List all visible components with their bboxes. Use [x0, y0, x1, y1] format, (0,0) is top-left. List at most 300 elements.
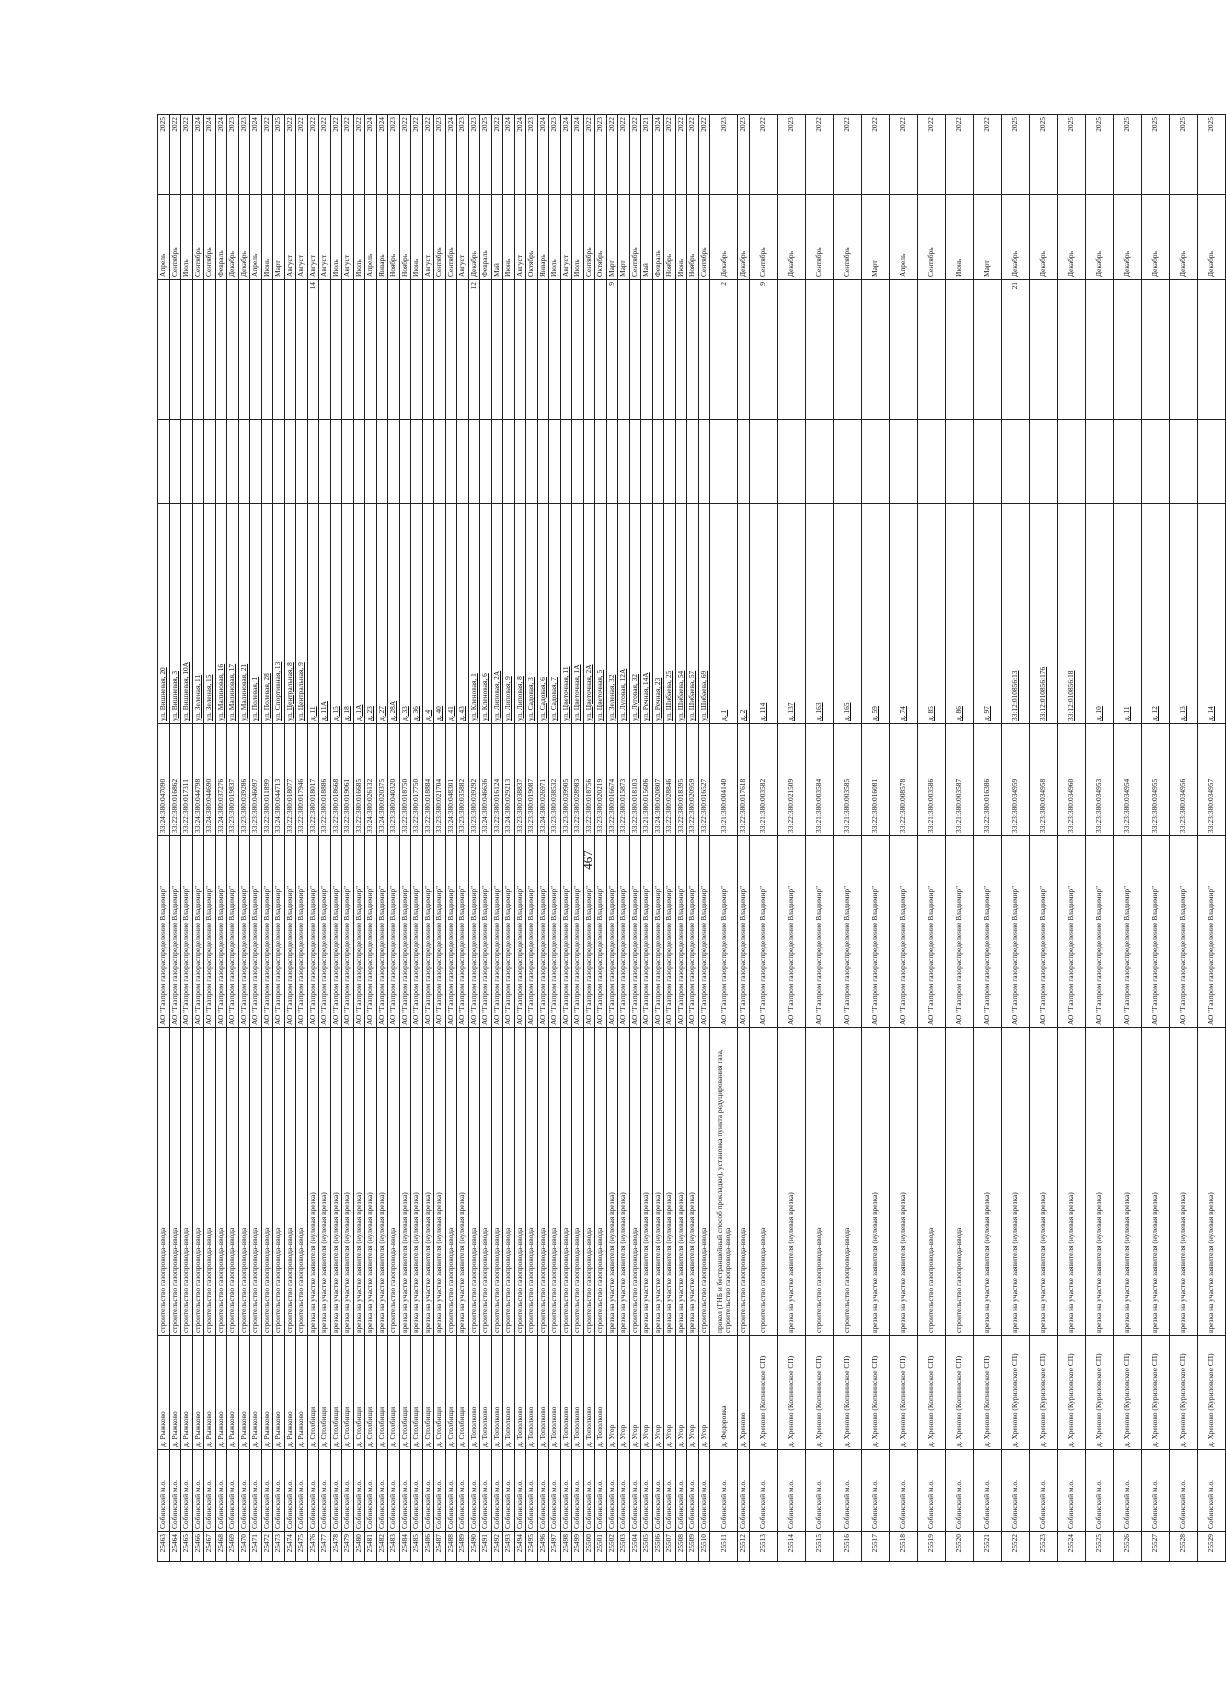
- row-number: 25492: [491, 1532, 503, 1562]
- address-cell: ул. Зеленая, 11: [192, 504, 204, 724]
- work-type-cell: строительство газопровода-ввода: [560, 1028, 572, 1336]
- row-number: 25471: [250, 1532, 262, 1562]
- table-row: [250, 115, 262, 1562]
- address-cell: ул. Вишневая, 3: [169, 504, 181, 724]
- organization-cell: АО "Газпром газораспределение Владимир": [491, 836, 503, 1028]
- quantity-cell: [595, 280, 607, 420]
- cadastral-number-cell: 33:23:380:039292: [468, 724, 480, 836]
- month-cell: Декабрь: [1057, 195, 1085, 280]
- table-row: [549, 115, 561, 1562]
- municipality-cell: Собинский м.о.: [284, 1450, 296, 1532]
- row-number: 25497: [549, 1532, 561, 1562]
- row-number: 25475: [296, 1532, 308, 1562]
- blank-cell: [365, 420, 377, 504]
- municipality-cell: Собинский м.о.: [399, 1450, 411, 1532]
- blank-cell: [917, 420, 945, 504]
- address-cell: ул. Шибаева, 54: [675, 504, 687, 724]
- locality-cell: д. Тополково: [491, 1336, 503, 1450]
- quantity-cell: [917, 280, 945, 420]
- organization-cell: АО "Газпром газораспределение Владимир": [738, 836, 750, 1028]
- address-cell: ул. Цветочная, 5: [595, 504, 607, 724]
- year-cell: 2022: [833, 115, 861, 195]
- work-type-cell: строительство газопровода-ввода: [250, 1028, 262, 1336]
- work-type-cell: строительство газопровода-ввода: [158, 1028, 170, 1336]
- municipality-cell: Собинский м.о.: [618, 1450, 630, 1532]
- month-cell: Октябрь: [595, 195, 607, 280]
- year-cell: 2022: [491, 115, 503, 195]
- locality-cell: д. Столбищи: [399, 1336, 411, 1450]
- table-row: [698, 115, 710, 1562]
- blank-cell: [629, 420, 641, 504]
- municipality-cell: Собинский м.о.: [457, 1450, 469, 1532]
- cadastral-number-cell: 33:24:380:047090: [158, 724, 170, 836]
- blank-cell: [434, 420, 446, 504]
- year-cell: 2022: [307, 115, 319, 195]
- year-cell: 2022: [861, 115, 889, 195]
- municipality-cell: Собинский м.о.: [606, 1450, 618, 1532]
- work-type-cell: строительство газопровода-ввода: [181, 1028, 193, 1336]
- table-row: [169, 115, 181, 1562]
- month-cell: Август: [319, 195, 331, 280]
- row-number: 25501: [595, 1532, 607, 1562]
- cadastral-number-cell: 33:23:380:035882: [457, 724, 469, 836]
- municipality-cell: Собинский м.о.: [307, 1450, 319, 1532]
- locality-cell: д. Рыжково: [273, 1336, 285, 1450]
- quantity-cell: [411, 280, 423, 420]
- year-cell: 2022: [399, 115, 411, 195]
- quantity-cell: [480, 280, 492, 420]
- month-cell: Апрель: [365, 195, 377, 280]
- organization-cell: АО "Газпром газораспределение Владимир": [215, 836, 227, 1028]
- month-cell: Декабрь: [710, 195, 738, 280]
- year-cell: 2022: [296, 115, 308, 195]
- organization-cell: АО "Газпром газораспределение Владимир": [526, 836, 538, 1028]
- blank-cell: [319, 420, 331, 504]
- organization-cell: АО "Газпром газораспределение Владимир": [204, 836, 216, 1028]
- locality-cell: д. Угор: [606, 1336, 618, 1450]
- month-cell: Апрель: [889, 195, 917, 280]
- table-row: [158, 115, 170, 1562]
- year-cell: 2023: [227, 115, 239, 195]
- quantity-cell: [181, 280, 193, 420]
- year-cell: 2022: [284, 115, 296, 195]
- year-cell: 2024: [652, 115, 664, 195]
- municipality-cell: Собинский м.о.: [687, 1450, 699, 1532]
- municipality-cell: Собинский м.о.: [434, 1450, 446, 1532]
- address-cell: д. 36: [411, 504, 423, 724]
- municipality-cell: Собинский м.о.: [342, 1450, 354, 1532]
- blank-cell: [342, 420, 354, 504]
- row-number: 25507: [664, 1532, 676, 1562]
- cadastral-number-cell: 33:22:380:016386: [973, 724, 1001, 836]
- blank-cell: [889, 420, 917, 504]
- locality-cell: д. Угор: [652, 1336, 664, 1450]
- work-type-cell: врезка на участке заявителя (нулевая врезка): [1057, 1028, 1085, 1336]
- table-row: [1085, 115, 1113, 1562]
- cadastral-number-cell: 33:22:380:019061: [342, 724, 354, 836]
- locality-cell: д. Рыжково: [192, 1336, 204, 1450]
- table-row: [595, 115, 607, 1562]
- address-cell: д. 13: [1169, 504, 1197, 724]
- blank-cell: [273, 420, 285, 504]
- row-number: 25483: [388, 1532, 400, 1562]
- locality-cell: д. Угор: [641, 1336, 653, 1450]
- quantity-cell: [250, 280, 262, 420]
- address-cell: д. 1А: [353, 504, 365, 724]
- row-number: 25482: [376, 1532, 388, 1562]
- table-row: [434, 115, 446, 1562]
- cadastral-number-cell: 33:24:380:048301: [445, 724, 457, 836]
- row-number: 25494: [514, 1532, 526, 1562]
- cadastral-number-cell: 33:23:380:034957: [1197, 724, 1225, 836]
- organization-cell: АО "Газпром газораспределение Владимир": [1113, 836, 1141, 1028]
- work-type-cell: врезка на участке заявителя (нулевая врезка): [411, 1028, 423, 1336]
- table-row: [945, 115, 973, 1562]
- blank-cell: [480, 420, 492, 504]
- row-number: 25485: [411, 1532, 423, 1562]
- locality-cell: д. Хреново (Копнинское СП): [749, 1336, 777, 1450]
- address-cell: д. 43: [457, 504, 469, 724]
- year-cell: 2022: [917, 115, 945, 195]
- month-cell: Июль: [330, 195, 342, 280]
- cadastral-number-cell: 33:22:380:016685: [353, 724, 365, 836]
- address-cell: д. 85: [917, 504, 945, 724]
- locality-cell: д. Хреново (Куриловское СП): [1169, 1336, 1197, 1450]
- work-type-cell: строительство газопровода-ввода: [583, 1028, 595, 1336]
- blank-cell: [250, 420, 262, 504]
- organization-cell: АО "Газпром газораспределение Владимир": [549, 836, 561, 1028]
- cadastral-number-cell: 33:23:380:034953: [1085, 724, 1113, 836]
- quantity-cell: [422, 280, 434, 420]
- quantity-cell: [945, 280, 973, 420]
- address-cell: ул. Садовая, 7: [549, 504, 561, 724]
- month-cell: Сентябрь: [204, 195, 216, 280]
- year-cell: 2021: [641, 115, 653, 195]
- organization-cell: АО "Газпром газораспределение Владимир": [158, 836, 170, 1028]
- month-cell: Декабрь: [1085, 195, 1113, 280]
- work-type-cell: врезка на участке заявителя (нулевая врезка): [1029, 1028, 1057, 1336]
- row-number: 25518: [889, 1532, 917, 1562]
- municipality-cell: Собинский м.о.: [503, 1450, 515, 1532]
- cadastral-number-cell: 33:22:380:016124: [491, 724, 503, 836]
- blank-cell: [1029, 420, 1057, 504]
- table-row: [687, 115, 699, 1562]
- work-type-cell: врезка на участке заявителя (нулевая врезка): [342, 1028, 354, 1336]
- cadastral-number-cell: 33:22:380:028983: [572, 724, 584, 836]
- organization-cell: АО "Газпром газораспределение Владимир": [749, 836, 777, 1028]
- address-cell: ул. Кленовая, 1: [468, 504, 480, 724]
- month-cell: Декабрь: [1001, 195, 1029, 280]
- row-number: 25470: [238, 1532, 250, 1562]
- address-cell: д. 2: [738, 504, 750, 724]
- work-type-cell: врезка на участке заявителя (нулевая врезка): [422, 1028, 434, 1336]
- table-row: [641, 115, 653, 1562]
- locality-cell: д. Тополково: [526, 1336, 538, 1450]
- table-row: [284, 115, 296, 1562]
- page-number: 467: [580, 850, 595, 870]
- month-cell: Декабрь: [1113, 195, 1141, 280]
- quantity-cell: [1197, 280, 1225, 420]
- quantity-cell: [399, 280, 411, 420]
- year-cell: 2022: [422, 115, 434, 195]
- cadastral-number-cell: 33:23:380:034958: [1029, 724, 1057, 836]
- organization-cell: АО "Газпром газораспределение Владимир": [169, 836, 181, 1028]
- blank-cell: [549, 420, 561, 504]
- locality-cell: д. Рыжково: [284, 1336, 296, 1450]
- cadastral-number-cell: 33:22:380:017750: [411, 724, 423, 836]
- municipality-cell: Собинский м.о.: [1141, 1450, 1169, 1532]
- address-cell: 33:12:010856:13: [1001, 504, 1029, 724]
- municipality-cell: Собинский м.о.: [1029, 1450, 1057, 1532]
- row-number: 25519: [917, 1532, 945, 1562]
- row-number: 25489: [457, 1532, 469, 1562]
- work-type-cell: строительство газопровода-ввода: [945, 1028, 973, 1336]
- work-type-cell: строительство газопровода-ввода: [215, 1028, 227, 1336]
- blank-cell: [1197, 420, 1225, 504]
- year-cell: 2022: [805, 115, 833, 195]
- quantity-cell: [330, 280, 342, 420]
- table-row: [917, 115, 945, 1562]
- year-cell: 2022: [945, 115, 973, 195]
- quantity-cell: [376, 280, 388, 420]
- row-number: 25463: [158, 1532, 170, 1562]
- blank-cell: [1169, 420, 1197, 504]
- row-number: 25488: [445, 1532, 457, 1562]
- blank-cell: [537, 420, 549, 504]
- locality-cell: д. Тополково: [549, 1336, 561, 1450]
- blank-cell: [514, 420, 526, 504]
- table-row: [273, 115, 285, 1562]
- row-number: 25510: [698, 1532, 710, 1562]
- locality-cell: д. Рыжково: [296, 1336, 308, 1450]
- organization-cell: АО "Газпром газораспределение Владимир": [1197, 836, 1225, 1028]
- row-number: 25516: [833, 1532, 861, 1562]
- row-number: 25528: [1169, 1532, 1197, 1562]
- work-type-cell: врезка на участке заявителя (нулевая врезка): [319, 1028, 331, 1336]
- locality-cell: д. Столбищи: [445, 1336, 457, 1450]
- quantity-cell: [1029, 280, 1057, 420]
- municipality-cell: Собинский м.о.: [388, 1450, 400, 1532]
- month-cell: Октябрь: [526, 195, 538, 280]
- address-cell: д. 14: [1197, 504, 1225, 724]
- table-row: [307, 115, 319, 1562]
- work-type-cell: врезка на участке заявителя (нулевая врезка): [330, 1028, 342, 1336]
- locality-cell: д. Рыжково: [204, 1336, 216, 1450]
- quantity-cell: [833, 280, 861, 420]
- month-cell: Декабрь: [1029, 195, 1057, 280]
- municipality-cell: Собинский м.о.: [181, 1450, 193, 1532]
- organization-cell: АО "Газпром газораспределение Владимир": [457, 836, 469, 1028]
- year-cell: 2022: [319, 115, 331, 195]
- organization-cell: АО "Газпром газораспределение Владимир": [399, 836, 411, 1028]
- organization-cell: АО "Газпром газораспределение Владимир": [376, 836, 388, 1028]
- organization-cell: АО "Газпром газораспределение Владимир": [468, 836, 480, 1028]
- organization-cell: АО "Газпром газораспределение Владимир": [273, 836, 285, 1028]
- row-number: 25495: [526, 1532, 538, 1562]
- cadastral-number-cell: 33:22:380:018017: [307, 724, 319, 836]
- blank-cell: [296, 420, 308, 504]
- address-cell: ул. Садовая, 6: [537, 504, 549, 724]
- blank-cell: [805, 420, 833, 504]
- organization-cell: АО "Газпром газораспределение Владимир": [917, 836, 945, 1028]
- cadastral-number-cell: 33:23:380:019087: [526, 724, 538, 836]
- cadastral-number-cell: 33:22:380:016081: [861, 724, 889, 836]
- table-row: [805, 115, 833, 1562]
- municipality-cell: Собинский м.о.: [973, 1450, 1001, 1532]
- work-type-cell: врезка на участке заявителя (нулевая врезка): [1001, 1028, 1029, 1336]
- cadastral-number-cell: 33:22:380:016674: [606, 724, 618, 836]
- organization-cell: АО "Газпром газораспределение Владимир": [777, 836, 805, 1028]
- work-type-cell: строительство газопровода-ввода: [514, 1028, 526, 1336]
- organization-cell: АО "Газпром газораспределение Владимир": [422, 836, 434, 1028]
- locality-cell: д. Рыжково: [215, 1336, 227, 1450]
- quantity-cell: [388, 280, 400, 420]
- row-number: 25490: [468, 1532, 480, 1562]
- organization-cell: АО "Газпром газораспределение Владимир": [388, 836, 400, 1028]
- quantity-cell: [353, 280, 365, 420]
- table-row: [777, 115, 805, 1562]
- municipality-cell: Собинский м.о.: [319, 1450, 331, 1532]
- locality-cell: д. Тополково: [480, 1336, 492, 1450]
- quantity-cell: [664, 280, 676, 420]
- row-number: 25466: [192, 1532, 204, 1562]
- quantity-cell: [777, 280, 805, 420]
- address-cell: ул. Липовая, 9: [503, 504, 515, 724]
- cadastral-number-cell: 33:24:380:046636: [480, 724, 492, 836]
- quantity-cell: [1085, 280, 1113, 420]
- row-number: 25515: [805, 1532, 833, 1562]
- quantity-cell: [526, 280, 538, 420]
- year-cell: 2025: [1113, 115, 1141, 195]
- work-type-cell: врезка на участке заявителя (нулевая врезка): [973, 1028, 1001, 1336]
- address-cell: 33:12:010856:176: [1029, 504, 1057, 724]
- quantity-cell: [973, 280, 1001, 420]
- organization-cell: АО "Газпром газораспределение Владимир": [629, 836, 641, 1028]
- quantity-cell: 21: [1001, 280, 1029, 420]
- row-number: 25514: [777, 1532, 805, 1562]
- organization-cell: АО "Газпром газораспределение Владимир": [1169, 836, 1197, 1028]
- row-number: 25500: [583, 1532, 595, 1562]
- year-cell: 2023: [468, 115, 480, 195]
- organization-cell: АО "Газпром газораспределение Владимир": [514, 836, 526, 1028]
- locality-cell: д. Столбищи: [376, 1336, 388, 1450]
- month-cell: Апрель: [158, 195, 170, 280]
- blank-cell: [526, 420, 538, 504]
- year-cell: 2023: [434, 115, 446, 195]
- blank-cell: [945, 420, 973, 504]
- cadastral-number-cell: 33:24:380:026132: [365, 724, 377, 836]
- row-number: 25526: [1113, 1532, 1141, 1562]
- work-type-cell: строительство газопровода-ввода: [738, 1028, 750, 1336]
- cadastral-number-cell: 33:24:380:044798: [192, 724, 204, 836]
- cadastral-number-cell: 33:23:380:021704: [434, 724, 446, 836]
- locality-cell: д. Столбищи: [388, 1336, 400, 1450]
- locality-cell: д. Хреново (Куриловское СП): [1001, 1336, 1029, 1450]
- cadastral-number-cell: 33:23:380:034955: [1141, 724, 1169, 836]
- locality-cell: д. Угор: [687, 1336, 699, 1450]
- year-cell: 2023: [738, 115, 750, 195]
- address-cell: д. 4: [422, 504, 434, 724]
- municipality-cell: Собинский м.о.: [664, 1450, 676, 1532]
- municipality-cell: Собинский м.о.: [698, 1450, 710, 1532]
- year-cell: 2025: [1141, 115, 1169, 195]
- table-row: [503, 115, 515, 1562]
- cadastral-number-cell: 33:22:380:017311: [181, 724, 193, 836]
- table-row: [261, 115, 273, 1562]
- quantity-cell: [365, 280, 377, 420]
- blank-cell: [572, 420, 584, 504]
- blank-cell: [388, 420, 400, 504]
- cadastral-number-cell: 33:23:380:034956: [1169, 724, 1197, 836]
- register-body: [158, 115, 1226, 1562]
- month-cell: Февраль: [480, 195, 492, 280]
- locality-cell: д. Тополково: [583, 1336, 595, 1450]
- table-row: [204, 115, 216, 1562]
- blank-cell: [169, 420, 181, 504]
- locality-cell: д. Столбищи: [434, 1336, 446, 1450]
- month-cell: Ноябрь: [399, 195, 411, 280]
- table-row: [833, 115, 861, 1562]
- locality-cell: д. Рыжково: [227, 1336, 239, 1450]
- month-cell: Август: [296, 195, 308, 280]
- organization-cell: АО "Газпром газораспределение Владимир": [330, 836, 342, 1028]
- table-row: [629, 115, 641, 1562]
- blank-cell: [376, 420, 388, 504]
- month-cell: Июнь: [411, 195, 423, 280]
- municipality-cell: Собинский м.о.: [945, 1450, 973, 1532]
- cadastral-number-cell: 33:24:380:020375: [376, 724, 388, 836]
- quantity-cell: [618, 280, 630, 420]
- organization-cell: АО "Газпром газораспределение Владимир": [973, 836, 1001, 1028]
- municipality-cell: Собинский м.о.: [1113, 1450, 1141, 1532]
- year-cell: 2023: [549, 115, 561, 195]
- locality-cell: д. Тополково: [468, 1336, 480, 1450]
- organization-cell: АО "Газпром газораспределение Владимир": [595, 836, 607, 1028]
- quantity-cell: 2: [710, 280, 738, 420]
- organization-cell: АО "Газпром газораспределение Владимир": [687, 836, 699, 1028]
- work-type-cell: врезка на участке заявителя (нулевая врезка): [1113, 1028, 1141, 1336]
- row-number: 25479: [342, 1532, 354, 1562]
- table-row: [319, 115, 331, 1562]
- locality-cell: д. Угор: [675, 1336, 687, 1450]
- row-number: 25464: [169, 1532, 181, 1562]
- work-type-cell: врезка на участке заявителя (нулевая врезка): [1085, 1028, 1113, 1336]
- table-row: [618, 115, 630, 1562]
- month-cell: Сентябрь: [169, 195, 181, 280]
- locality-cell: д. Хреново (Копнинское СП): [805, 1336, 833, 1450]
- blank-cell: [560, 420, 572, 504]
- month-cell: Июль: [353, 195, 365, 280]
- table-row: [480, 115, 492, 1562]
- cadastral-number-cell: 33:24:380:037276: [215, 724, 227, 836]
- quantity-cell: [641, 280, 653, 420]
- address-cell: д. 59: [861, 504, 889, 724]
- quantity-cell: [273, 280, 285, 420]
- work-type-cell: строительство газопровода-ввода: [491, 1028, 503, 1336]
- blank-cell: [158, 420, 170, 504]
- work-type-cell: врезка на участке заявителя (нулевая врезка): [457, 1028, 469, 1336]
- year-cell: 2022: [618, 115, 630, 195]
- row-number: 25525: [1085, 1532, 1113, 1562]
- row-number: 25517: [861, 1532, 889, 1562]
- municipality-cell: Собинский м.о.: [422, 1450, 434, 1532]
- month-cell: Декабрь: [1141, 195, 1169, 280]
- organization-cell: АО "Газпром газораспределение Владимир": [503, 836, 515, 1028]
- quantity-cell: [1169, 280, 1197, 420]
- cadastral-number-cell: 33:22:380:017946: [296, 724, 308, 836]
- table-row: [1169, 115, 1197, 1562]
- blank-cell: [652, 420, 664, 504]
